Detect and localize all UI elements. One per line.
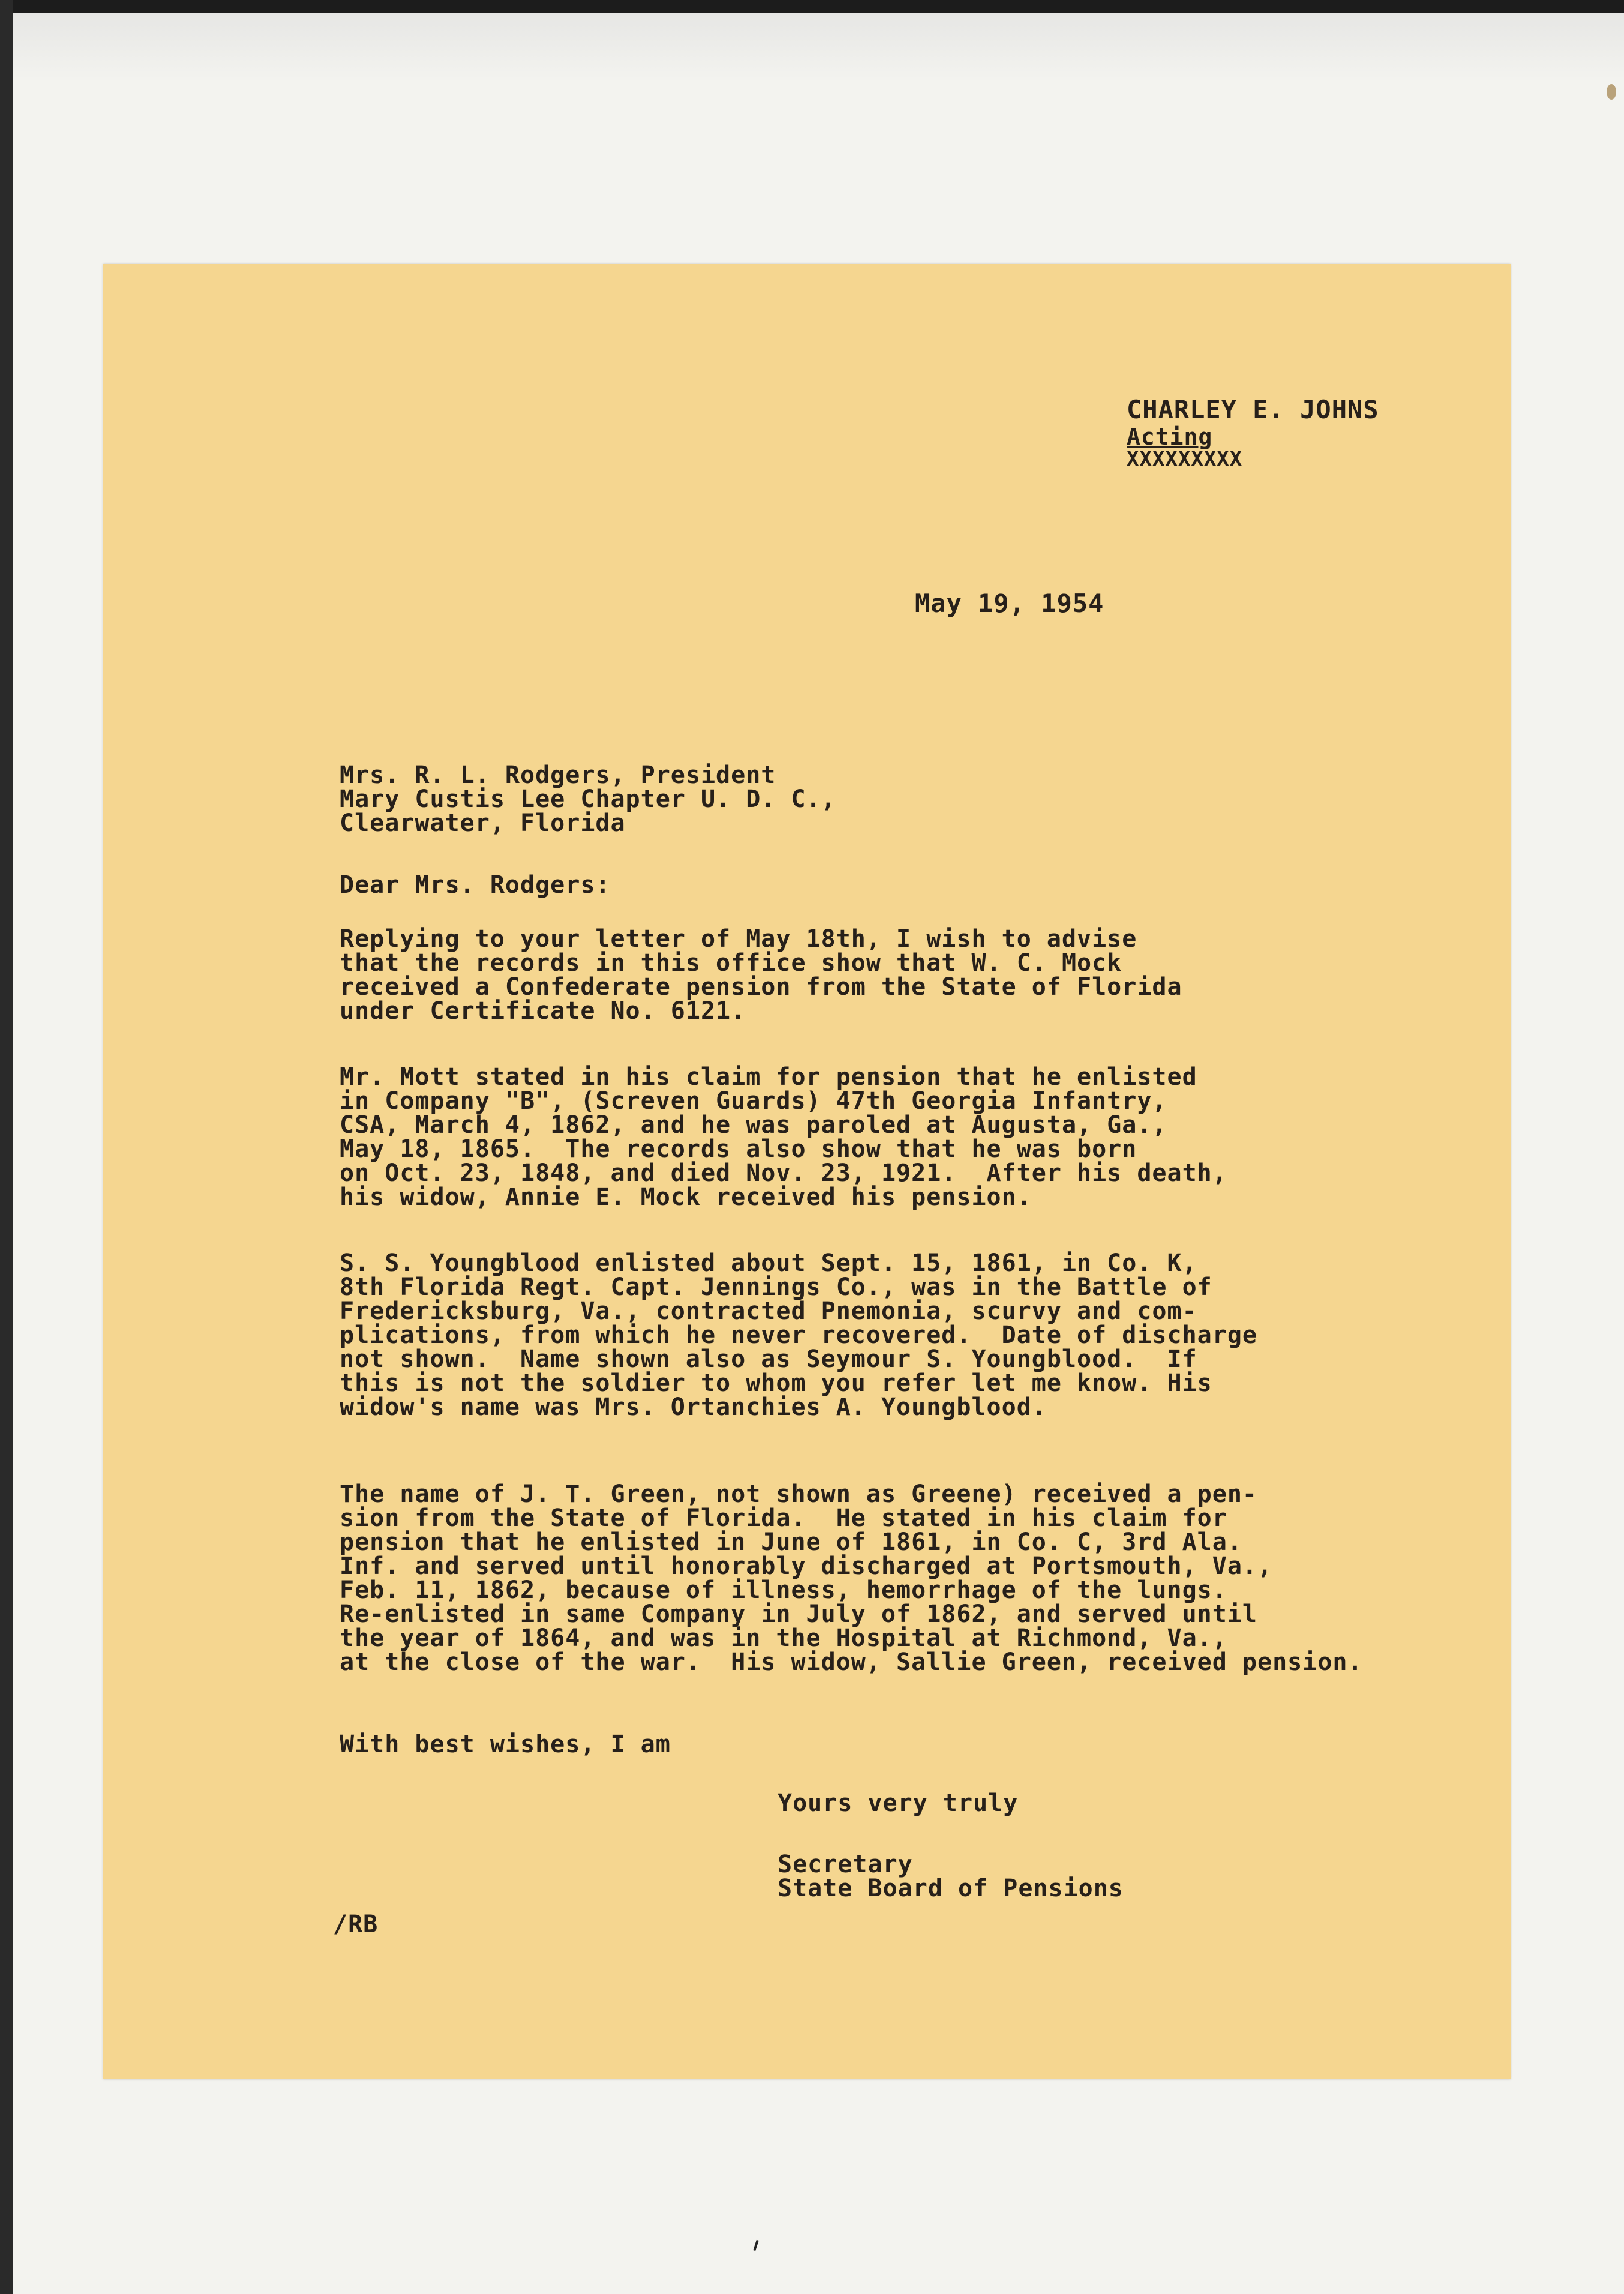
typist-initials: /RB [333,1911,379,1938]
signature-valediction: Yours very truly [778,1789,1019,1817]
body-paragraph-2 [340,1063,1227,1233]
body-paragraph-4 [340,1480,1363,1698]
paragraph-line: Replying to your letter of May 18th, I wish to advise [340,925,1137,953]
letterhead-struck-text: XXXXXXXXX [1127,447,1243,471]
letterhead-name: CHARLEY E. JOHNS [1127,395,1379,424]
letterhead-title: Acting [1127,424,1213,450]
paragraph-line: S. S. Youngblood enlisted about Sept. 15, 1861, in Co. K, [340,1249,1197,1277]
signature-organization: State Board of Pensions [778,1875,1124,1902]
letter-date: May 19, 1954 [915,589,1104,618]
paragraph-line: Inf. and served until honorably discharged at Portsmouth, Va., [340,1552,1273,1580]
stray-ink-mark [753,2240,758,2251]
body-paragraph-3 [340,1249,1258,1443]
paragraph-line: widow's name was Mrs. Ortanchies A. Youngblood. [340,1393,1047,1421]
paragraph-line: pension that he enlisted in June of 1861, in Co. C, 3rd Ala. [340,1528,1242,1556]
paragraph-line: that the records in this office show that W. C. Mock [340,949,1122,977]
scan-border-top [0,0,1624,13]
closing-line: With best wishes, I am [340,1731,671,1758]
signature-title: Secretary [778,1851,913,1878]
corner-stain [1607,84,1616,100]
scan-border-left [0,0,13,2294]
paragraph-line: at the close of the war. His widow, Sallie Green, received pension. [340,1648,1363,1676]
paragraph-line: Feb. 11, 1862, because of illness, hemorrhage of the lungs. [340,1576,1227,1604]
paragraph-line: under Certificate No. 6121. [340,997,746,1025]
scan-background-band [13,13,1624,79]
paragraph-line: The name of J. T. Green, not shown as Greene) received a pen- [340,1480,1258,1508]
paragraph-line: his widow, Annie E. Mock received his pension. [340,1183,1032,1211]
salutation: Dear Mrs. Rodgers: [340,871,611,899]
paragraph-line: CSA, March 4, 1862, and he was paroled at Augusta, Ga., [340,1111,1167,1139]
paragraph-line: received a Confederate pension from the State of Florida [340,973,1182,1001]
paragraph-line: sion from the State of Florida. He stated in his claim for [340,1504,1227,1532]
paragraph-line: May 18, 1865. The records also show that he was born [340,1135,1137,1163]
recipient-line: Clearwater, Florida [340,809,626,837]
paragraph-line: 8th Florida Regt. Capt. Jennings Co., was in the Battle of [340,1273,1212,1301]
paragraph-line: on Oct. 23, 1848, and died Nov. 23, 1921. After his death, [340,1159,1227,1187]
paragraph-line: in Company "B", (Screven Guards) 47th Georgia Infantry, [340,1087,1167,1115]
paragraph-line: plications, from which he never recovered. Date of discharge [340,1321,1258,1349]
paragraph-line: Re-enlisted in same Company in July of 1862, and served until [340,1600,1258,1628]
paragraph-line: this is not the soldier to whom you refer let me know. His [340,1369,1212,1397]
body-paragraph-1 [340,925,1182,1047]
paragraph-line: the year of 1864, and was in the Hospital at Richmond, Va., [340,1624,1227,1652]
recipient-line: Mrs. R. L. Rodgers, President [340,761,776,789]
recipient-line: Mary Custis Lee Chapter U. D. C., [340,785,836,813]
paragraph-line: not shown. Name shown also as Seymour S. Youngblood. If [340,1345,1197,1373]
paragraph-line: Mr. Mott stated in his claim for pension that he enlisted [340,1063,1197,1091]
paragraph-line: Fredericksburg, Va., contracted Pnemonia, scurvy and com- [340,1297,1197,1325]
